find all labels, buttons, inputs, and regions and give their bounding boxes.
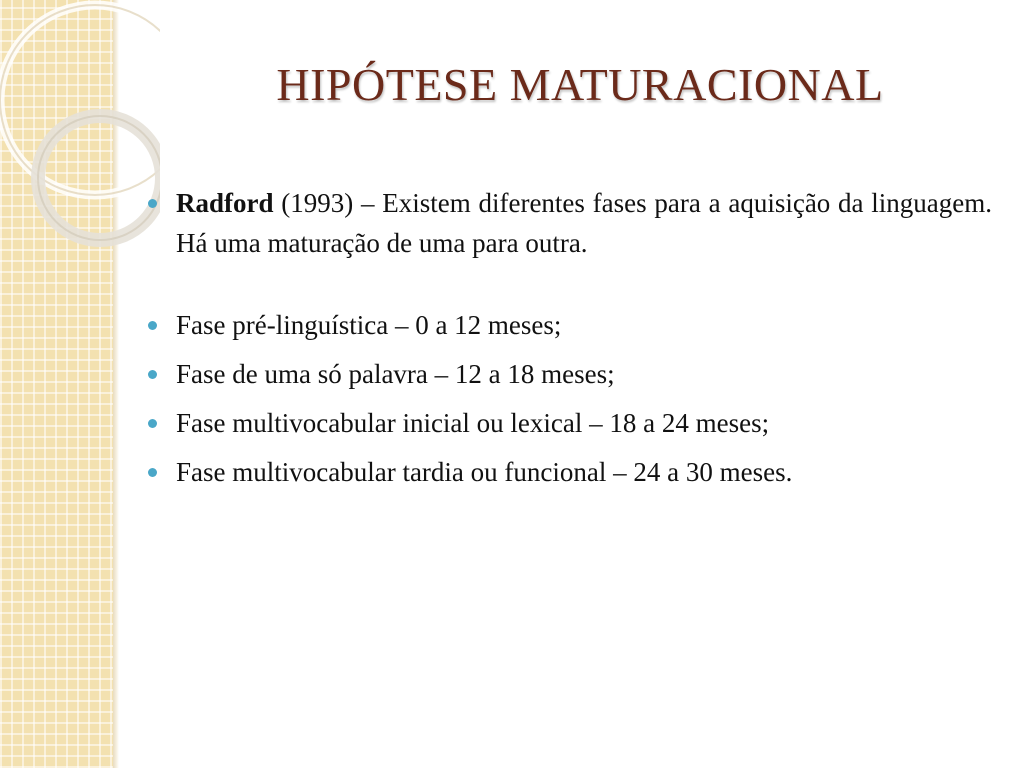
slide-title: HIPÓTESE MATURACIONAL [276, 59, 884, 110]
phase-text: Fase pré-linguística – 0 a 12 meses; [176, 310, 562, 340]
list-item-phase-4 [148, 452, 992, 492]
decorative-rings [0, 0, 160, 260]
bullet-dot-icon [148, 199, 157, 208]
phase-text: Fase multivocabular inicial ou lexical – 18 a 24 meses; [176, 408, 770, 438]
author-name: Radford [176, 188, 274, 218]
phase-text: Fase multivocabular tardia ou funcional – 24 a 30 meses. [176, 457, 793, 487]
bullet-dot-icon [148, 468, 157, 477]
list-item-phase-1 [148, 305, 992, 345]
bullet-dot-icon [148, 370, 157, 379]
list-item-phase-3 [148, 403, 992, 443]
phase-text: Fase de uma só palavra – 12 a 18 meses; [176, 359, 615, 389]
list-item-phase-2 [148, 354, 992, 394]
bullet-dot-icon [148, 419, 157, 428]
intro-text: (1993) – Existem diferentes fases para a aquisição da linguagem. Há uma maturação de uma para outra. [176, 188, 992, 258]
bullet-dot-icon [148, 321, 157, 330]
list-item-radford [148, 183, 992, 263]
bullet-list [148, 183, 992, 501]
